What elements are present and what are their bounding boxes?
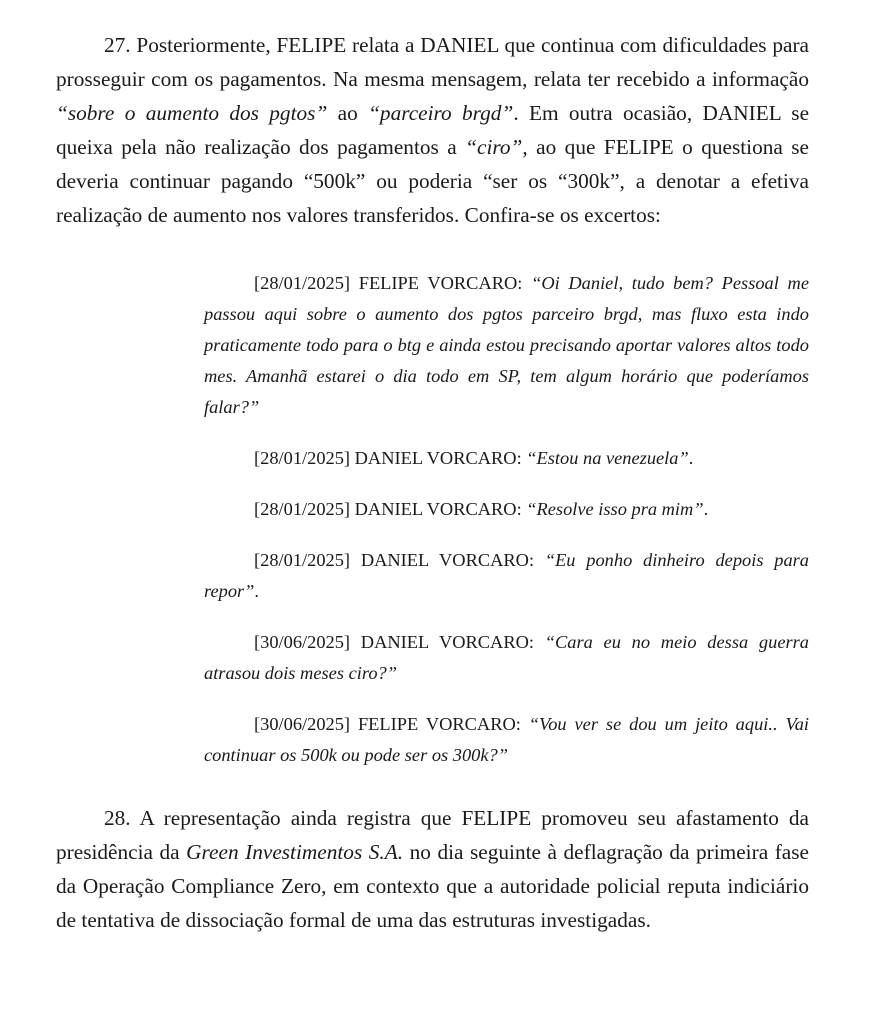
paragraph-27-text-a: 27. Posteriormente, FELIPE relata a DANIEL que continua com dificuldades para prosseguir com os pagamentos. Na mesma mensagem, relata ter recebido a informação: [56, 33, 809, 91]
quote-text: “Resolve isso pra mim”: [526, 499, 704, 519]
paragraph-27-text-e: . Em outra ocasião, DANIEL se queixa pela não realização dos pagamentos a: [56, 101, 810, 159]
paragraph-28-text-a: 28. A representação ainda registra que FELIPE promoveu seu afastamento da presidência da: [56, 806, 809, 864]
paragraph-27-text-c: ao: [327, 101, 369, 125]
paragraph-27-quote-ciro: “ciro”: [465, 135, 523, 159]
quote-item: [204, 709, 809, 771]
quote-text: “Eu ponho dinheiro depois para repor”: [204, 550, 810, 601]
paragraph-28-company-name: Green Investimentos S.A.: [186, 840, 404, 864]
quote-lead: [28/01/2025] DANIEL VORCARO:: [254, 550, 545, 570]
quote-lead: [30/06/2025] FELIPE VORCARO:: [254, 714, 529, 734]
quote-tail: .: [688, 448, 694, 468]
paragraph-27-quote-parceiro: “parceiro brgd”: [368, 101, 514, 125]
quote-tail: .: [254, 581, 260, 601]
paragraph-27-text-g: , ao que FELIPE o questiona se deveria continuar pagando “500k” ou poderia “ser os “300k”, a denotar a efetiva realização de aumento nos valores transferidos. Confira-se os excertos:: [56, 135, 810, 227]
quote-lead: [28/01/2025] DANIEL VORCARO:: [254, 499, 527, 519]
paragraph-28: [56, 801, 809, 937]
paragraph-27-quote-aumento: “sobre o aumento dos pgtos”: [56, 101, 328, 125]
quote-lead: [28/01/2025] FELIPE VORCARO:: [254, 273, 532, 293]
quote-lead: [30/06/2025] DANIEL VORCARO:: [254, 632, 545, 652]
quote-item: [204, 443, 809, 474]
paragraph-28-text-c: no dia seguinte à deflagração da primeira fase da Operação Compliance Zero, em contexto que a autoridade policial reputa indiciário de tentativa de dissociação formal de uma das estruturas investigadas.: [56, 840, 809, 932]
quoted-excerpts: [204, 268, 809, 771]
quote-text: “Cara eu no meio dessa guerra atrasou dois meses ciro?”: [204, 632, 809, 683]
paragraph-27: [56, 28, 809, 232]
quote-tail: .: [703, 499, 709, 519]
quote-text: “Vou ver se dou um jeito aqui.. Vai continuar os 500k ou pode ser os 300k?”: [204, 714, 809, 765]
quote-item: [204, 545, 809, 607]
quote-text: “Estou na venezuela”: [526, 448, 689, 468]
quote-text: “Oi Daniel, tudo bem? Pessoal me passou aqui sobre o aumento dos pgtos parceiro brgd, mas fluxo esta indo praticamente todo para o btg e ainda estou precisando aportar valores altos todo mes. Amanhã estarei o dia todo em SP, tem algum horário que poderíamos falar?”: [204, 273, 809, 417]
quote-item: [204, 627, 809, 689]
quote-lead: [28/01/2025] DANIEL VORCARO:: [254, 448, 527, 468]
quote-item: [204, 494, 809, 525]
quote-item: [204, 268, 809, 423]
